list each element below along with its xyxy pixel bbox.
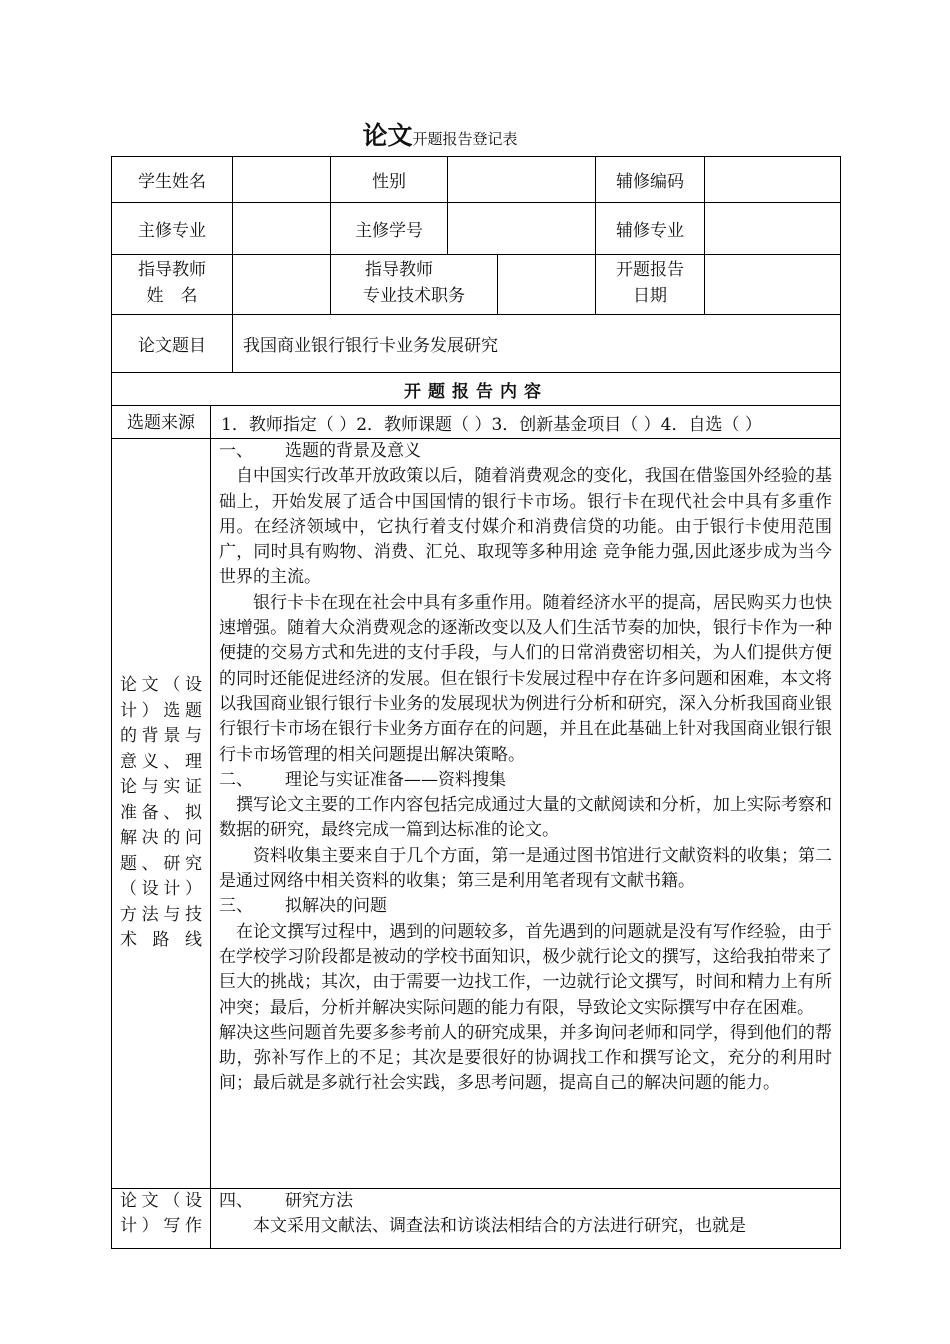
major-id-value[interactable] (448, 203, 596, 255)
paragraph-3: 撰写论文主要的工作内容包括完成通过大量的文献阅读和分析，加上实际考察和数据的研究，最终完成一篇到达标准的论文。 (219, 795, 832, 841)
minor-code-value[interactable] (705, 157, 841, 203)
heading-1 (219, 439, 832, 464)
registration-table (111, 156, 841, 1249)
advisor-label (112, 255, 233, 315)
advisor-value[interactable] (233, 255, 331, 315)
heading-1-text: 选题的背景及意义 (285, 441, 421, 461)
source-label: 选题来源 (112, 406, 211, 439)
topic-label: 论文题目 (112, 315, 233, 373)
heading-2-num: 二、 (219, 769, 253, 790)
row-source (112, 406, 841, 439)
heading-4 (219, 1189, 832, 1214)
section-title: 开题报告内容 (112, 373, 841, 406)
heading-4-num: 四、 (219, 1191, 253, 1211)
major-value[interactable] (233, 203, 331, 255)
advisor-title-label-line2: 专业技术职务 (363, 286, 465, 306)
heading-2-text: 理论与实证准备——资料搜集 (285, 769, 506, 790)
row-section-title (112, 373, 841, 406)
title-sub: 开题报告登记表 (412, 130, 518, 148)
form-title (0, 116, 880, 152)
writing-content (211, 1189, 841, 1249)
paragraph-2: 银行卡卡在现在社会中具有多重作用。随着经济水平的提高，居民购买力也快速增强。随着大众消费观念的逐渐改变以及人们生活节奏的加快，银行卡作为一种便捷的交易方式和先进的支付手段，与人们的日常消费密切相关，为人们提供方便的同时还能促进经济的发展。但在银行卡发展过程中存在许多问题和困难，本文将以我国商业银行银行卡业务的发展现状为例进行分析和研究，深入分析我国商业银行银行卡市场在银行卡业务方面存在的问题，并且在此基础上针对我国商业银行银行卡市场管理的相关问题提出解决策略。 (219, 592, 832, 765)
background-label: 论文（设计）选题的背景与意义、理论与实证准备、拟解决的问题、研究（设计）方法与技术路线 (112, 439, 211, 1189)
gender-value[interactable] (448, 157, 596, 203)
advisor-title-label (331, 255, 498, 315)
major-id-label: 主修学号 (331, 203, 448, 255)
heading-3-text: 拟解决的问题 (285, 896, 387, 917)
heading-2 (219, 768, 832, 793)
row-background (112, 439, 841, 1189)
advisor-title-value[interactable] (498, 255, 596, 315)
heading-3-num: 三、 (219, 896, 253, 917)
source-options[interactable]: 1．教师指定（ ）2．教师课题（ ）3．创新基金项目（ ）4．自选（ ） (211, 406, 841, 439)
minor-major-label: 辅修专业 (596, 203, 705, 255)
topic-value[interactable]: 我国商业银行银行卡业务发展研究 (233, 315, 841, 373)
report-date-value[interactable] (705, 255, 841, 315)
row-topic (112, 315, 841, 373)
paragraph-6: 解决这些问题首先要多参考前人的研究成果，并多询问老师和同学，得到他们的帮助，弥补写作上的不足；其次是要很好的协调找工作和撰写论文，充分的利用时间；最后就是多就行社会实践，多思考问题，提高自己的解决问题的能力。 (219, 1022, 832, 1094)
row-writing (112, 1189, 841, 1249)
paragraph-5: 在论文撰写过程中，遇到的问题较多，首先遇到的问题就是没有写作经验，由于在学校学习阶段都是被动的学校书面知识，极少就行论文的撰写，这给我拍带来了巨大的挑战；其次，由于需要一边找工作，一边就行论文撰写，时间和精力上有所冲突；最后，分析并解决实际问题的能力有限，导致论文实际撰写中存在困难。 (219, 921, 832, 1018)
background-content (211, 439, 841, 1189)
report-date-label-line1: 开题报告 (616, 260, 684, 280)
minor-code-label: 辅修编码 (596, 157, 705, 203)
advisor-label-line1: 指导教师 (138, 260, 206, 280)
row-major (112, 203, 841, 255)
paragraph-7: 本文采用文献法、调查法和访谈法相结合的方法进行研究，也就是 (253, 1216, 746, 1237)
report-date-label (596, 255, 705, 315)
student-name-label: 学生姓名 (112, 157, 233, 203)
report-date-label-line2: 日期 (633, 286, 667, 306)
heading-4-text: 研究方法 (285, 1191, 353, 1211)
minor-major-value[interactable] (705, 203, 841, 255)
major-label: 主修专业 (112, 203, 233, 255)
advisor-label-line2: 姓 名 (146, 286, 198, 306)
paragraph-1: 自中国实行改革开放政策以后，随着消费观念的变化，我国在借鉴国外经验的基础上，开始发展了适合中国国情的银行卡市场。银行卡在现代社会中具有多重作用。在经济领域中，它执行着支付媒介和消费信贷的功能。由于银行卡使用范围广，同时具有购物、消费、汇兑、取现等多种用途 竞争能力强,因此逐步成为当今世界的主流。 (219, 466, 832, 588)
writing-label: 论文（设计）写作 (112, 1189, 211, 1249)
row-student (112, 157, 841, 203)
student-name-value[interactable] (233, 157, 331, 203)
heading-3 (219, 894, 832, 919)
gender-label: 性别 (331, 157, 448, 203)
title-main: 论文 (362, 121, 413, 150)
advisor-title-label-line1: 指导教师 (365, 260, 433, 280)
row-advisor (112, 255, 841, 315)
heading-1-num: 一、 (219, 441, 253, 461)
paragraph-4: 资料收集主要来自于几个方面，第一是通过图书馆进行文献资料的收集；第二是通过网络中相关资料的收集；第三是利用笔者现有文献书籍。 (219, 845, 832, 892)
